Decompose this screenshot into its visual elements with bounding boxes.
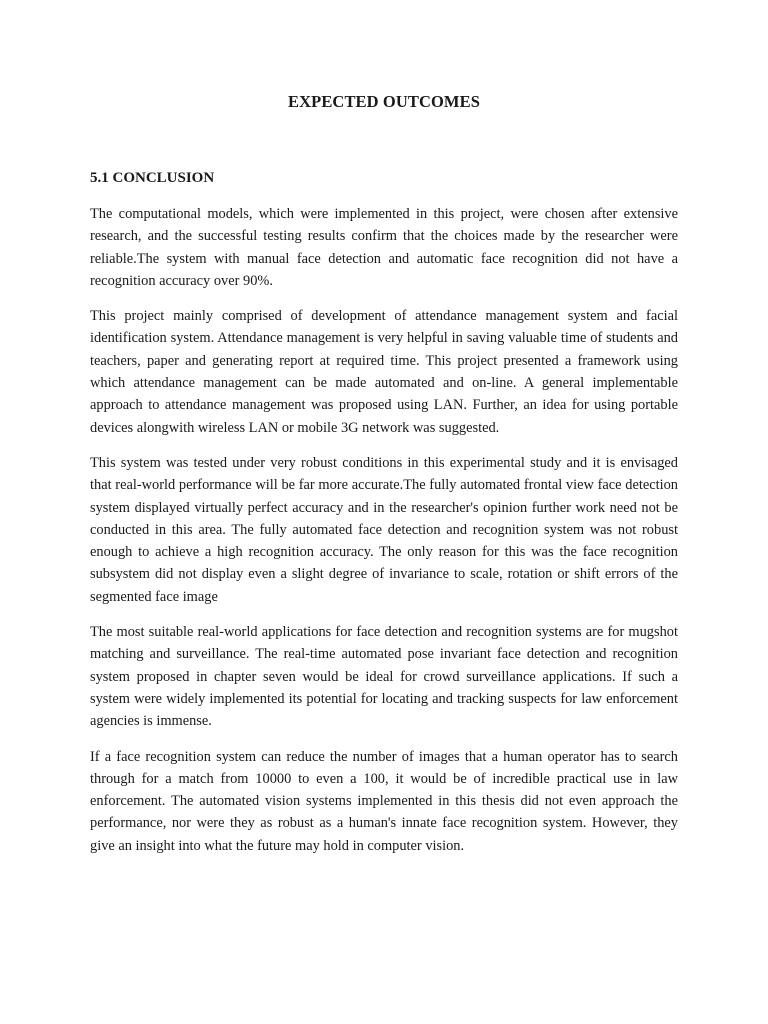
- paragraph: This system was tested under very robust conditions in this experimental study and it is envisaged that real-world performance will be far more accurate.The fully automated frontal view face detection system displayed virtually perfect accuracy and in the researcher's opinion further work need not be conducted in this area. The fully automated face detection and recognition system was not robust enough to achieve a high recognition accuracy. The only reason for this was the face recognition subsystem did not display even a slight degree of invariance to scale, rotation or shift errors of the segmented face image: [90, 454, 678, 605]
- paragraph: If a face recognition system can reduce the number of images that a human operator has to search through for a match from 10000 to even a 100, it would be of incredible practical use in law enforcement. The automated vision systems implemented in this thesis did not even approach the performance, nor were they as robust as a human's innate face recognition system. However, they give an insight into what the future may hold in computer vision.: [90, 748, 678, 854]
- chapter-title: EXPECTED OUTCOMES: [288, 92, 480, 111]
- paragraph: The computational models, which were implemented in this project, were chosen after extensive research, and the successful testing results confirm that the choices made by the researcher were reliable.The system with manual face detection and automatic face recognition did not have a recognition accuracy over 90%.: [90, 206, 678, 289]
- body-text: [90, 203, 678, 870]
- paragraph: This project mainly comprised of development of attendance management system and facial identification system. Attendance management is very helpful in saving valuable time of students and teachers, paper and generating report at required time. This project presented a framework using which attendance management can be made automated and on-line. A general implementable approach to attendance management was proposed using LAN. Further, an idea for using portable devices alongwith wireless LAN or mobile 3G network was suggested.: [90, 308, 678, 436]
- section-heading: 5.1 CONCLUSION: [90, 170, 215, 186]
- paragraph: The most suitable real-world applications for face detection and recognition systems are for mugshot matching and surveillance. The real-time automated pose invariant face detection and recognition system proposed in chapter seven would be ideal for crowd surveillance applications. If such a system were widely implemented its potential for locating and tracking suspects for law enforcement agencies is immense.: [90, 624, 678, 730]
